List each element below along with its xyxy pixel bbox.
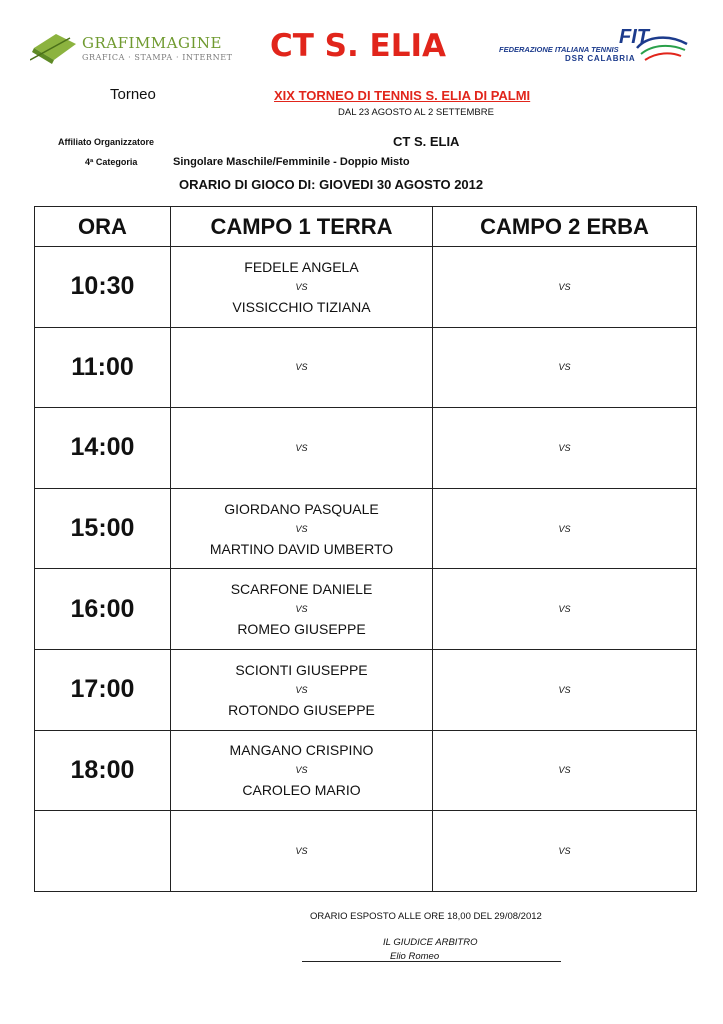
time-cell: 17:00 <box>35 649 171 730</box>
vs-label: VS <box>295 523 308 534</box>
campo-2-cell <box>433 811 697 892</box>
vs-label: VS <box>558 604 571 615</box>
fit-logo <box>495 28 695 68</box>
campo-2-cell <box>433 569 697 650</box>
vs-label: VS <box>295 765 308 776</box>
referee-label: IL GIUDICE ARBITRO <box>383 937 478 948</box>
vs-label: VS <box>295 281 308 292</box>
player-1: MANGANO CRISPINO <box>229 742 374 759</box>
table-header-row <box>35 207 697 247</box>
table-row <box>35 649 697 730</box>
grafimmagine-logo <box>30 30 233 70</box>
logo-brand-text: GRAFIMMAGINE <box>82 34 222 52</box>
header-campo-2: CAMPO 2 ERBA <box>433 207 697 247</box>
time-cell <box>35 811 171 892</box>
time-cell: 10:30 <box>35 247 171 328</box>
campo-1-cell <box>171 247 433 328</box>
referee-name: Elio Romeo <box>390 951 440 962</box>
table-row <box>35 569 697 650</box>
header-campo-1: CAMPO 1 TERRA <box>171 207 433 247</box>
vs-label: VS <box>558 765 571 776</box>
campo-1-cell <box>171 488 433 569</box>
campo-2-cell <box>433 247 697 328</box>
player-2: ROTONDO GIUSEPPE <box>228 701 375 718</box>
fit-federation: FEDERAZIONE ITALIANA TENNIS <box>499 45 619 54</box>
vs-label: VS <box>558 523 571 534</box>
logo-tagline: GRAFICA · STAMPA · INTERNET <box>82 53 233 62</box>
player-1: SCARFONE DANIELE <box>230 581 373 598</box>
table-row <box>35 488 697 569</box>
table-row <box>35 247 697 328</box>
vs-label: VS <box>558 684 571 695</box>
campo-2-cell <box>433 408 697 489</box>
time-cell: 16:00 <box>35 569 171 650</box>
signature-line <box>302 961 561 962</box>
player-1: FEDELE ANGELA <box>244 258 359 275</box>
table-row <box>35 811 697 892</box>
vs-label: VS <box>558 362 571 373</box>
campo-1-cell <box>171 811 433 892</box>
campo-2-cell <box>433 730 697 811</box>
campo-1-cell <box>171 408 433 489</box>
player-1: GIORDANO PASQUALE <box>224 500 379 517</box>
torneo-label: Torneo <box>110 86 156 103</box>
table-row <box>35 408 697 489</box>
posted-time-note: ORARIO ESPOSTO ALLE ORE 18,00 DEL 29/08/2012 <box>310 911 542 922</box>
campo-2-cell <box>433 327 697 408</box>
time-cell: 14:00 <box>35 408 171 489</box>
time-cell: 15:00 <box>35 488 171 569</box>
campo-2-cell <box>433 649 697 730</box>
vs-label: VS <box>558 442 571 453</box>
vs-label: VS <box>295 684 308 695</box>
time-cell: 11:00 <box>35 327 171 408</box>
player-1: SCIONTI GIUSEPPE <box>235 661 368 678</box>
vs-label: VS <box>295 362 308 373</box>
table-row <box>35 327 697 408</box>
vs-label: VS <box>295 604 308 615</box>
vs-label: VS <box>295 442 308 453</box>
campo-1-cell <box>171 730 433 811</box>
vs-label: VS <box>295 845 308 856</box>
campo-1-cell <box>171 649 433 730</box>
campo-1-cell <box>171 327 433 408</box>
player-2: ROMEO GIUSEPPE <box>237 621 366 638</box>
player-2: MARTINO DAVID UMBERTO <box>209 540 394 557</box>
player-2: VISSICCHIO TIZIANA <box>232 298 371 315</box>
tournament-title: XIX TORNEO DI TENNIS S. ELIA DI PALMI <box>274 88 531 103</box>
affiliate-value: CT S. ELIA <box>393 134 460 149</box>
schedule-table <box>34 206 697 892</box>
category-value: Singolare Maschile/Femminile - Doppio Misto <box>173 156 410 168</box>
club-title: CT S. ELIA <box>269 28 447 64</box>
player-2: CAROLEO MARIO <box>242 782 361 799</box>
time-cell: 18:00 <box>35 730 171 811</box>
tennis-swoosh-icon <box>635 34 691 64</box>
campo-2-cell <box>433 488 697 569</box>
table-row <box>35 730 697 811</box>
campo-1-cell <box>171 569 433 650</box>
vs-label: VS <box>558 845 571 856</box>
vs-label: VS <box>558 281 571 292</box>
category-label: 4ª Categoria <box>85 157 138 167</box>
affiliate-label: Affiliato Organizzatore <box>58 137 155 147</box>
header-ora: ORA <box>35 207 171 247</box>
schedule-title: ORARIO DI GIOCO DI: GIOVEDI 30 AGOSTO 2012 <box>179 177 484 192</box>
tournament-dates: DAL 23 AGOSTO AL 2 SETTEMBRE <box>338 107 494 118</box>
fit-acronym: FIT <box>619 26 649 48</box>
fit-region: DSR CALABRIA <box>565 54 636 63</box>
leaf-icon <box>30 30 78 64</box>
